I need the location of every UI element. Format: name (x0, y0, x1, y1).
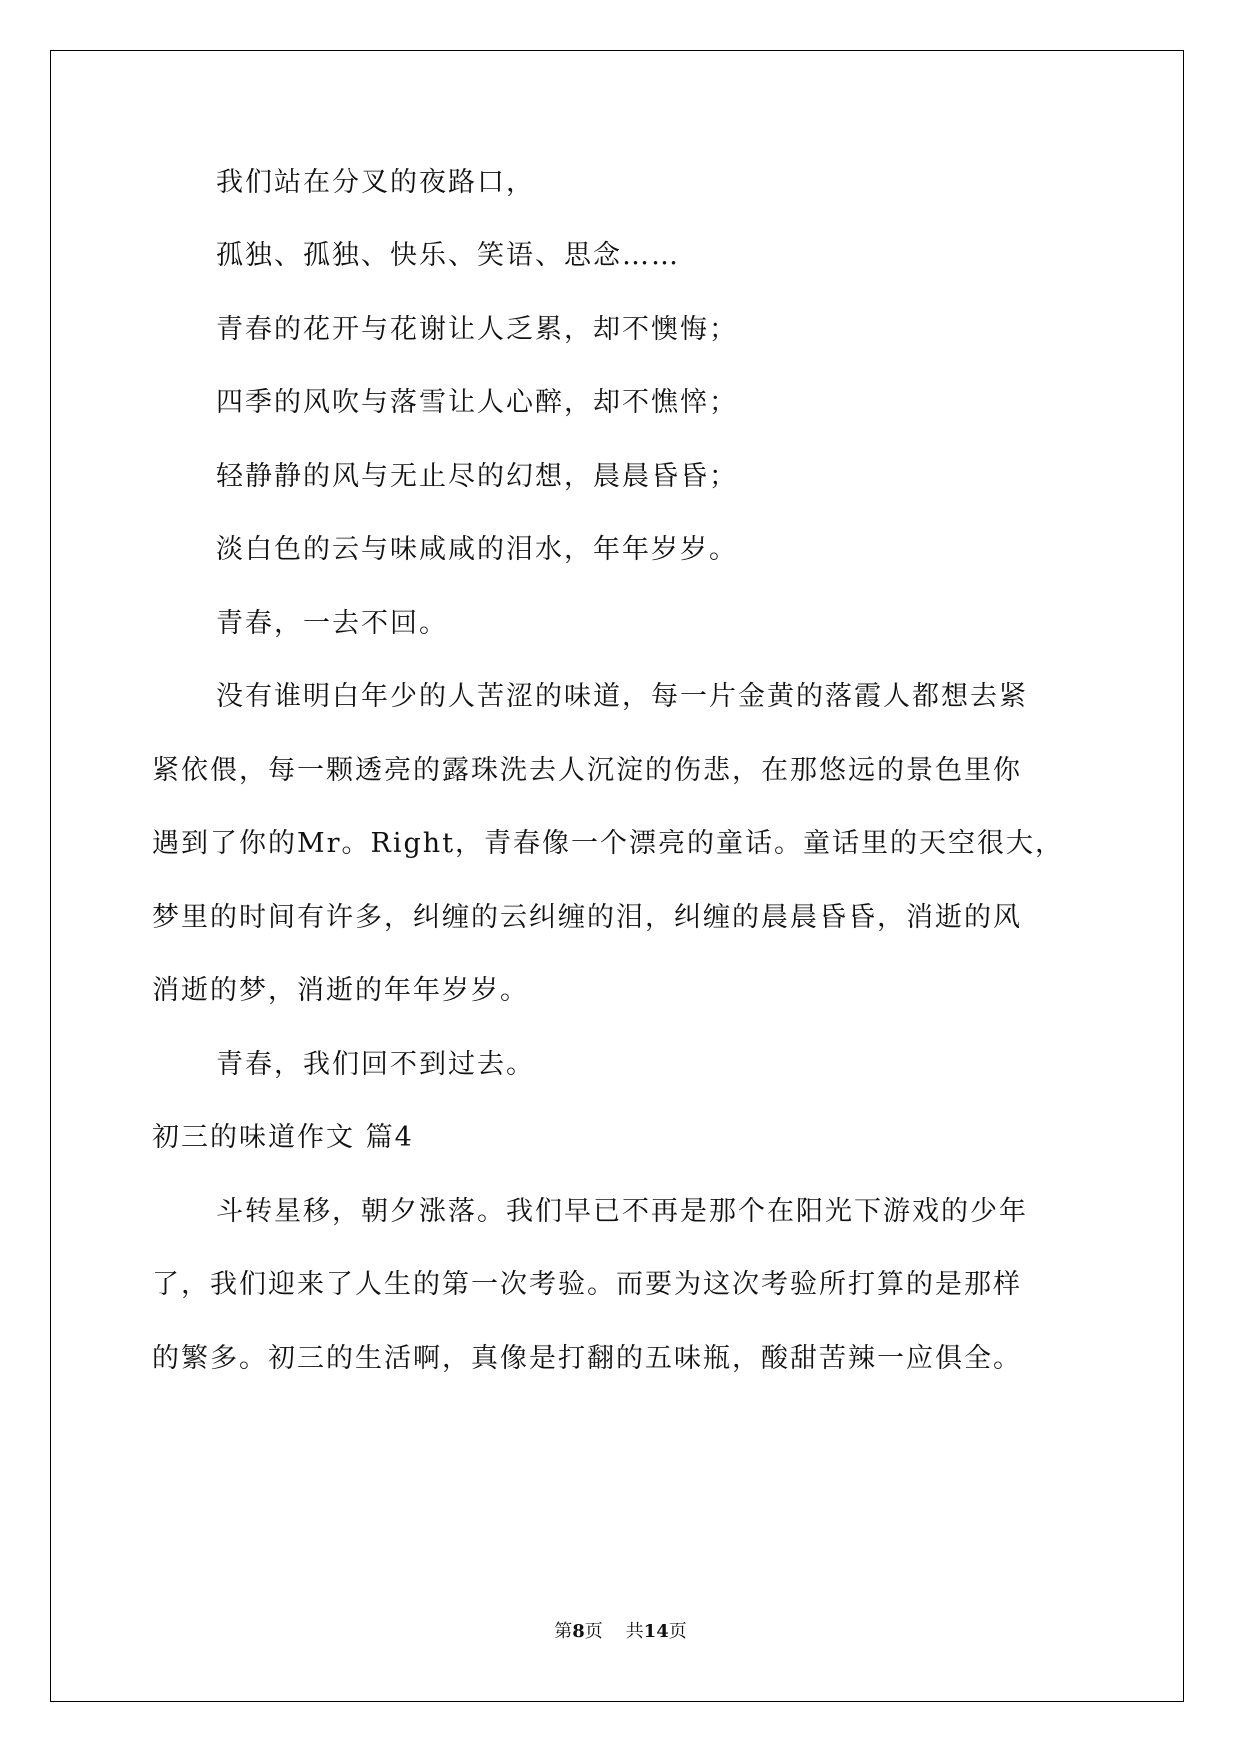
paragraph-line: 淡白色的云与味咸咸的泪水，年年岁岁。 (216, 534, 738, 565)
page-label-prefix: 第 (554, 1621, 573, 1642)
paragraph-line: 青春，一去不回。 (216, 608, 448, 639)
page-border (50, 50, 1184, 1702)
paragraph-line: 轻静静的风与无止尽的幻想，晨晨昏昏； (216, 461, 738, 492)
paragraph-line: 青春的花开与花谢让人乏累，却不懊悔； (216, 314, 738, 345)
paragraph-line: 了，我们迎来了人生的第一次考验。而要为这次考验所打算的是那样 (152, 1269, 1022, 1300)
page-label-suffix: 页 (584, 1621, 603, 1642)
paragraph-line: 紧依偎，每一颗透亮的露珠洗去人沉淀的伤悲，在那悠远的景色里你 (152, 755, 1022, 786)
paragraph-line: 四季的风吹与落雪让人心醉，却不憔悴； (216, 387, 738, 418)
total-pages: 14 (643, 1621, 669, 1642)
paragraph-line: 的繁多。初三的生活啊，真像是打翻的五味瓶，酸甜苦辣一应俱全。 (152, 1343, 1022, 1374)
section-heading: 初三的味道作文 篇4 (152, 1122, 414, 1153)
page-footer (0, 1617, 1241, 1643)
paragraph-line: 梦里的时间有许多，纠缠的云纠缠的泪，纠缠的晨晨昏昏，消逝的风 (152, 902, 1022, 933)
paragraph-line: 我们站在分叉的夜路口， (216, 167, 535, 198)
total-label-prefix: 共 (625, 1621, 644, 1642)
paragraph-line: 斗转星移，朝夕涨落。我们早已不再是那个在阳光下游戏的少年 (216, 1196, 1028, 1227)
page-number: 8 (572, 1621, 585, 1642)
paragraph-line: 孤独、孤独、快乐、笑语、思念…… (216, 240, 680, 271)
paragraph-line: 遇到了你的Mr。Right，青春像一个漂亮的童话。童话里的天空很大， (152, 828, 1065, 859)
paragraph-line: 青春，我们回不到过去。 (216, 1049, 535, 1080)
paragraph-line: 消逝的梦，消逝的年年岁岁。 (152, 975, 529, 1006)
paragraph-line: 没有谁明白年少的人苦涩的味道，每一片金黄的落霞人都想去紧 (216, 681, 1028, 712)
total-label-suffix: 页 (668, 1621, 687, 1642)
